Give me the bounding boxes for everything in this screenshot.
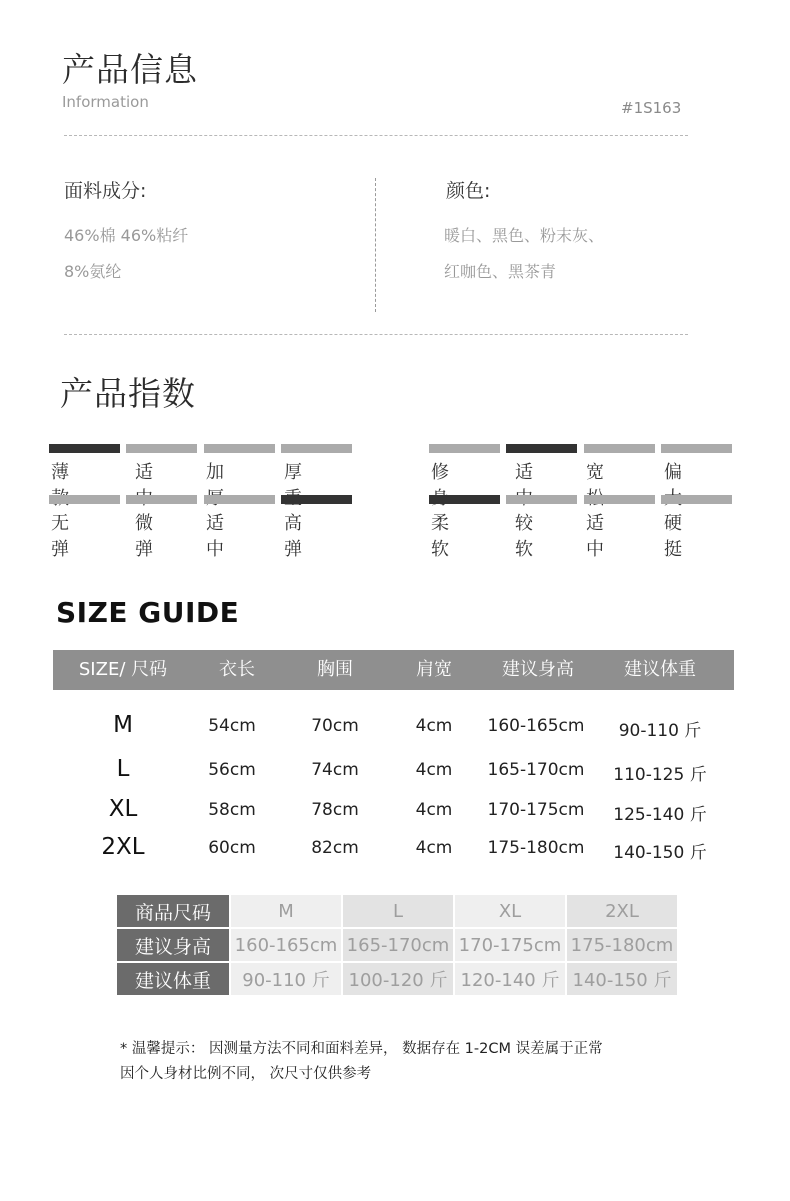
size-cell: L <box>116 756 130 782</box>
index-label: 适 <box>515 462 533 483</box>
table-cell: 110-125 斤 <box>613 765 707 785</box>
size-guide-body <box>53 706 734 866</box>
table-cell: 60cm <box>208 838 256 858</box>
index-bar <box>281 444 352 453</box>
index-bar <box>281 495 352 504</box>
color-line-1: 暖白、黑色、粉末灰、 <box>444 226 605 245</box>
index-label: 偏 <box>664 462 682 483</box>
index-bar <box>126 444 197 453</box>
index-bar <box>661 444 732 453</box>
product-info-subtitle: Information <box>62 93 149 111</box>
index-label: 柔软 <box>431 513 449 560</box>
table-row <box>116 928 678 962</box>
table-row <box>53 790 734 830</box>
color-line-2: 红咖色、黑茶青 <box>444 262 557 281</box>
row-label: 建议体重 <box>116 962 230 996</box>
table-cell: M <box>230 894 342 928</box>
fabric-line-1: 46%棉 46%粘纤 <box>64 226 189 245</box>
index-label: 厚 <box>284 462 302 483</box>
table-cell: L <box>342 894 454 928</box>
table-cell: 100-120 斤 <box>342 962 454 996</box>
table-cell: 4cm <box>415 800 453 820</box>
table-cell: 120-140 斤 <box>454 962 566 996</box>
index-bar <box>506 495 577 504</box>
table-cell: 170-175cm <box>487 800 585 820</box>
table-cell: 2XL <box>566 894 678 928</box>
header-cell: 建议体重 <box>624 659 696 680</box>
size-guide-title: SIZE GUIDE <box>56 596 240 629</box>
table-cell: 74cm <box>311 760 359 780</box>
size-cell: 2XL <box>101 834 145 860</box>
size-cell: M <box>113 712 133 738</box>
table-cell: 54cm <box>208 716 256 736</box>
table-cell: 90-110 斤 <box>618 721 702 741</box>
table-cell: 160-165cm <box>230 928 342 962</box>
table-cell: 165-170cm <box>342 928 454 962</box>
index-label: 适中 <box>206 513 224 560</box>
table-cell: 82cm <box>311 838 359 858</box>
table-cell: 160-165cm <box>487 716 585 736</box>
header-cell: 肩宽 <box>416 659 452 680</box>
size-cell: XL <box>108 796 138 822</box>
index-bar <box>429 495 500 504</box>
divider-middle <box>64 334 688 335</box>
index-bar <box>204 495 275 504</box>
index-label: 宽 <box>586 462 604 483</box>
table-cell: 4cm <box>415 760 453 780</box>
table-cell: 4cm <box>415 716 453 736</box>
product-code: #1S163 <box>621 99 682 117</box>
fabric-label: 面料成分: <box>64 180 147 202</box>
index-label: 加 <box>206 462 224 483</box>
table-cell: 78cm <box>311 800 359 820</box>
table-cell: 56cm <box>208 760 256 780</box>
table-cell: 125-140 斤 <box>613 805 707 825</box>
size-suggestion-table <box>115 893 679 997</box>
table-row <box>53 750 734 790</box>
index-label: 薄 <box>51 462 69 483</box>
product-info-title: 产品信息 <box>62 50 198 89</box>
table-cell: 170-175cm <box>454 928 566 962</box>
table-cell: 175-180cm <box>566 928 678 962</box>
divider-vertical <box>375 178 376 312</box>
table-cell: 175-180cm <box>487 838 585 858</box>
size-guide-header <box>53 650 734 690</box>
index-label: 适 <box>135 462 153 483</box>
product-index-title: 产品指数 <box>60 374 196 413</box>
note-line-1: * 温馨提示： 因测量方法不同和面料差异， 数据存在 1-2CM 误差属于正常 <box>120 1041 603 1057</box>
table-row <box>53 828 734 868</box>
index-label: 无弹 <box>51 513 69 560</box>
header-cell: 衣长 <box>219 659 255 680</box>
index-bar <box>49 495 120 504</box>
index-bar <box>49 444 120 453</box>
fabric-line-2: 8%氨纶 <box>64 262 122 281</box>
table-cell: XL <box>454 894 566 928</box>
index-bar <box>584 495 655 504</box>
index-bar <box>204 444 275 453</box>
row-label: 商品尺码 <box>116 894 230 928</box>
table-cell: 58cm <box>208 800 256 820</box>
index-label: 修 <box>431 462 449 483</box>
row-label: 建议身高 <box>116 928 230 962</box>
index-bar <box>506 444 577 453</box>
header-cell: 建议身高 <box>502 659 574 680</box>
index-label: 硬挺 <box>664 513 682 560</box>
table-cell: 140-150 斤 <box>613 843 707 863</box>
index-bar <box>584 444 655 453</box>
header-cell: 胸围 <box>317 659 353 680</box>
color-label: 颜色: <box>446 180 491 202</box>
index-bar <box>126 495 197 504</box>
table-cell: 90-110 斤 <box>230 962 342 996</box>
table-cell: 165-170cm <box>487 760 585 780</box>
table-row <box>116 894 678 928</box>
table-row <box>116 962 678 996</box>
index-bar <box>661 495 732 504</box>
table-cell: 140-150 斤 <box>566 962 678 996</box>
index-bar <box>429 444 500 453</box>
index-label: 微弹 <box>135 513 153 560</box>
index-label: 高弹 <box>284 513 302 560</box>
index-label: 较软 <box>515 513 533 560</box>
note-line-2: 因个人身材比例不同， 次尺寸仅供参考 <box>120 1066 372 1082</box>
header-cell: SIZE/ 尺码 <box>78 659 168 680</box>
table-cell: 70cm <box>311 716 359 736</box>
divider-top <box>64 135 688 136</box>
index-label: 适中 <box>586 513 604 560</box>
table-row <box>53 706 734 746</box>
table-cell: 4cm <box>415 838 453 858</box>
